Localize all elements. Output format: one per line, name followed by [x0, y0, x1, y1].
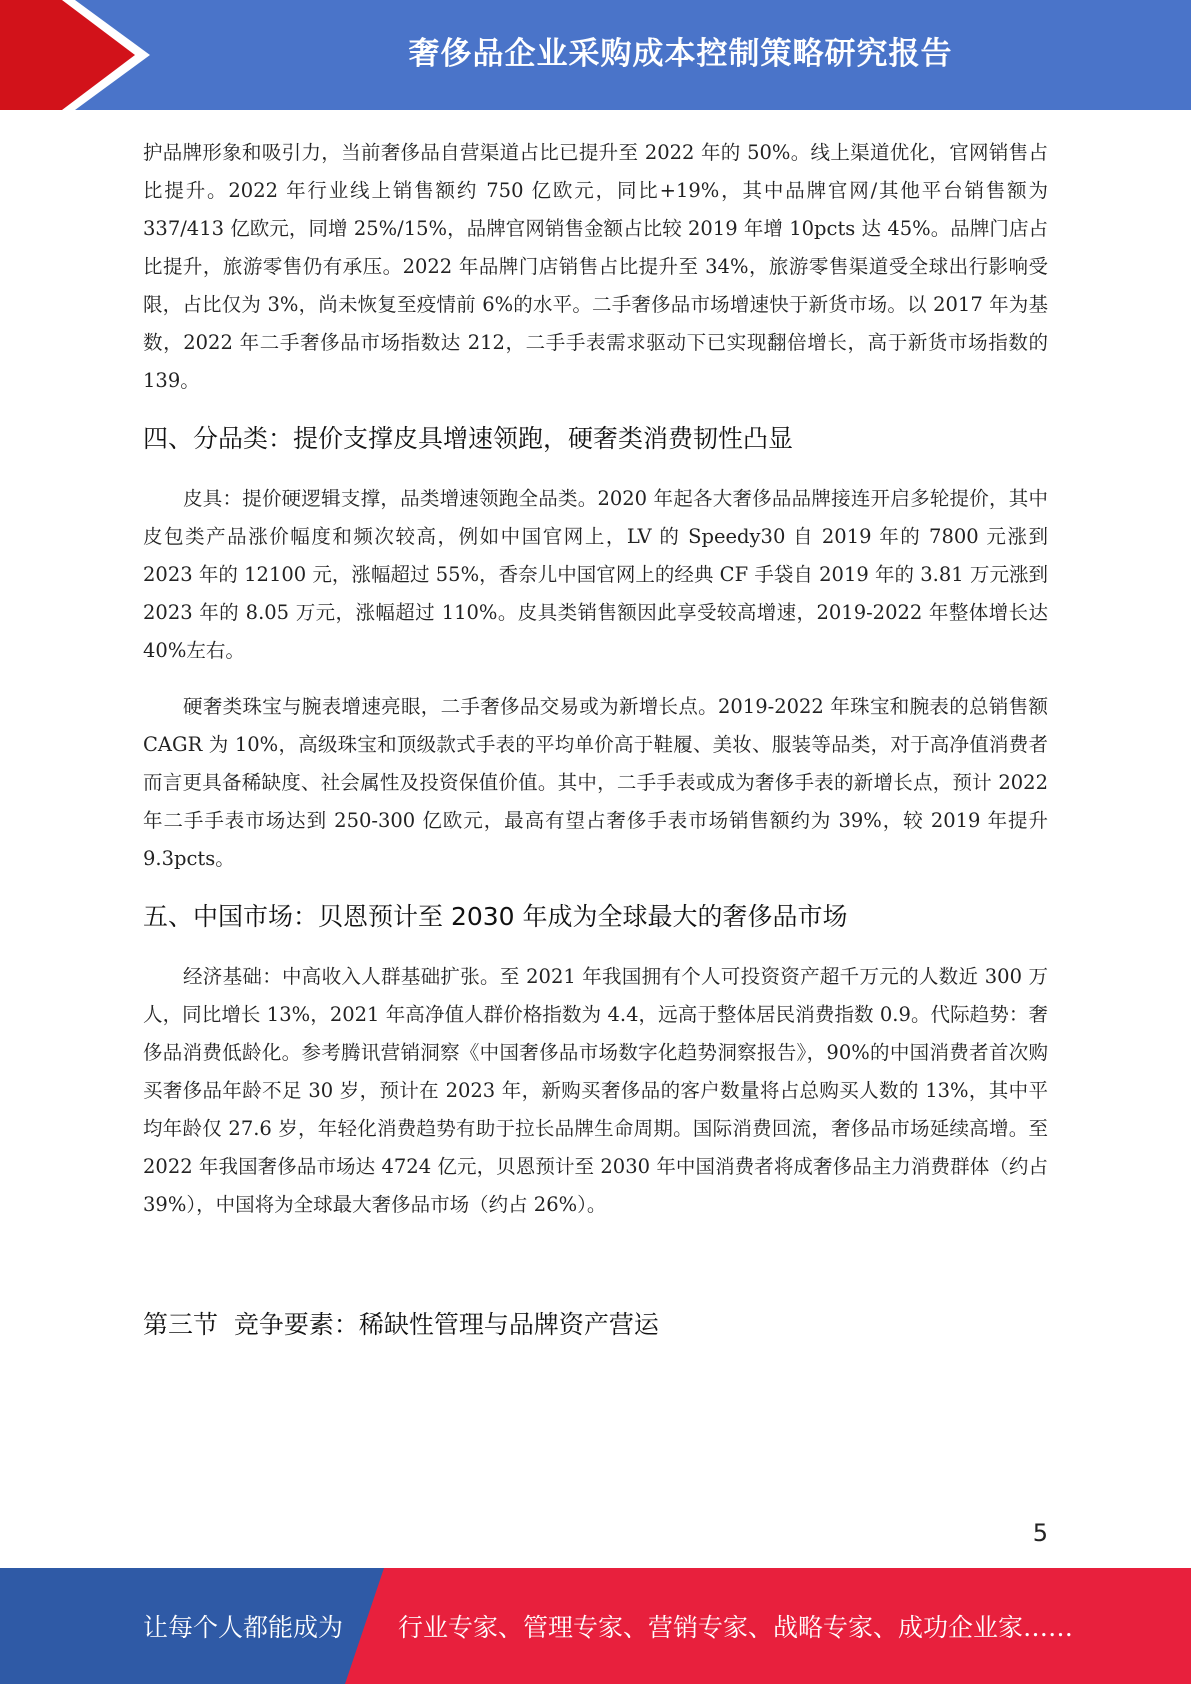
header-arrow-decoration — [0, 0, 150, 110]
page-content — [143, 134, 1048, 1366]
section-4-paragraph-2: 硬奢类珠宝与腕表增速亮眼，二手奢侈品交易或为新增长点。2019-2022 年珠宝和腕表的总销售额 CAGR 为 10%，高级珠宝和顶级款式手表的平均单价高于鞋履、美妆、服装等品类，对于高净值消费者而言更具备稀缺度、社会属性及投资保值价值。其中，二手手表或成为奢侈手表的新增长点，预计 2022 年二手手表市场达到 250-300 亿欧元，最高有望占奢侈手表市场销售额约为 39%，较 2019 年提升 9.3pcts。 — [143, 695, 1048, 870]
header-bar — [0, 0, 1191, 110]
section-5-heading: 五、中国市场：贝恩预计至 2030 年成为全球最大的奢侈品市场 — [143, 902, 848, 931]
section-4-paragraph-1: 皮具：提价硬逻辑支撑，品类增速领跑全品类。2020 年起各大奢侈品品牌接连开启多轮提价，其中皮包类产品涨价幅度和频次较高，例如中国官网上，LV 的 Speedy30 自 2019 年的 7800 元涨到 2023 年的 12100 元，涨幅超过 55%，香奈儿中国官网上的经典 CF 手袋自 2019 年的 3.81 万元涨到 2023 年的 8.05 万元，涨幅超过 110%。皮具类销售额因此享受较高增速，2019-2022 年整体增长达 40%左右。 — [143, 487, 1048, 662]
footer-slogan-left: 让每个人都能成为 — [143, 1613, 344, 1642]
section-5-paragraph-1: 经济基础：中高收入人群基础扩张。至 2021 年我国拥有个人可投资资产超千万元的人数近 300 万人，同比增长 13%，2021 年高净值人群价格指数为 4.4，远高于整体居民消费指数 0.9。代际趋势：奢侈品消费低龄化。参考腾讯营销洞察《中国奢侈品市场数字化趋势洞察报告》，90%的中国消费者首次购买奢侈品年龄不足 30 岁，预计在 2023 年，新购买奢侈品的客户数量将占总购买人数的 13%，其中平均年龄仅 27.6 岁，年轻化消费趋势有助于拉长品牌生命周期。国际消费回流，奢侈品市场延续高增。至 2022 年我国奢侈品市场达 4724 亿元，贝恩预计至 2030 年中国消费者将成奢侈品主力消费群体（约占 39%），中国将为全球最大奢侈品市场（约占 26%）。 — [143, 965, 1048, 1216]
page-number: 5 — [1032, 1519, 1048, 1547]
footer-slogan-right: 行业专家、管理专家、营销专家、战略专家、成功企业家…… — [398, 1613, 1074, 1642]
footer-bar — [0, 1568, 1191, 1684]
report-title: 奢侈品企业采购成本控制策略研究报告 — [408, 35, 953, 72]
section-4-heading: 四、分品类：提价支撑皮具增速领跑，硬奢类消费韧性凸显 — [143, 424, 794, 453]
chapter-3-heading: 第三节 竞争要素：稀缺性管理与品牌资产营运 — [143, 1310, 659, 1339]
intro-paragraph: 护品牌形象和吸引力，当前奢侈品自营渠道占比已提升至 2022 年的 50%。线上渠道优化，官网销售占比提升。2022 年行业线上销售额约 750 亿欧元，同比+19%，其中品牌官网/其他平台销售额为 337/413 亿欧元，同增 25%/15%，品牌官网销售金额占比较 2019 年增 10pcts 达 45%。品牌门店占比提升，旅游零售仍有承压。2022 年品牌门店销售占比提升至 34%，旅游零售渠道受全球出行影响受限，占比仅为 3%，尚未恢复至疫情前 6%的水平。二手奢侈品市场增速快于新货市场。以 2017 年为基数，2022 年二手奢侈品市场指数达 212，二手手表需求驱动下已实现翻倍增长，高于新货市场指数的 139。 — [143, 141, 1048, 392]
